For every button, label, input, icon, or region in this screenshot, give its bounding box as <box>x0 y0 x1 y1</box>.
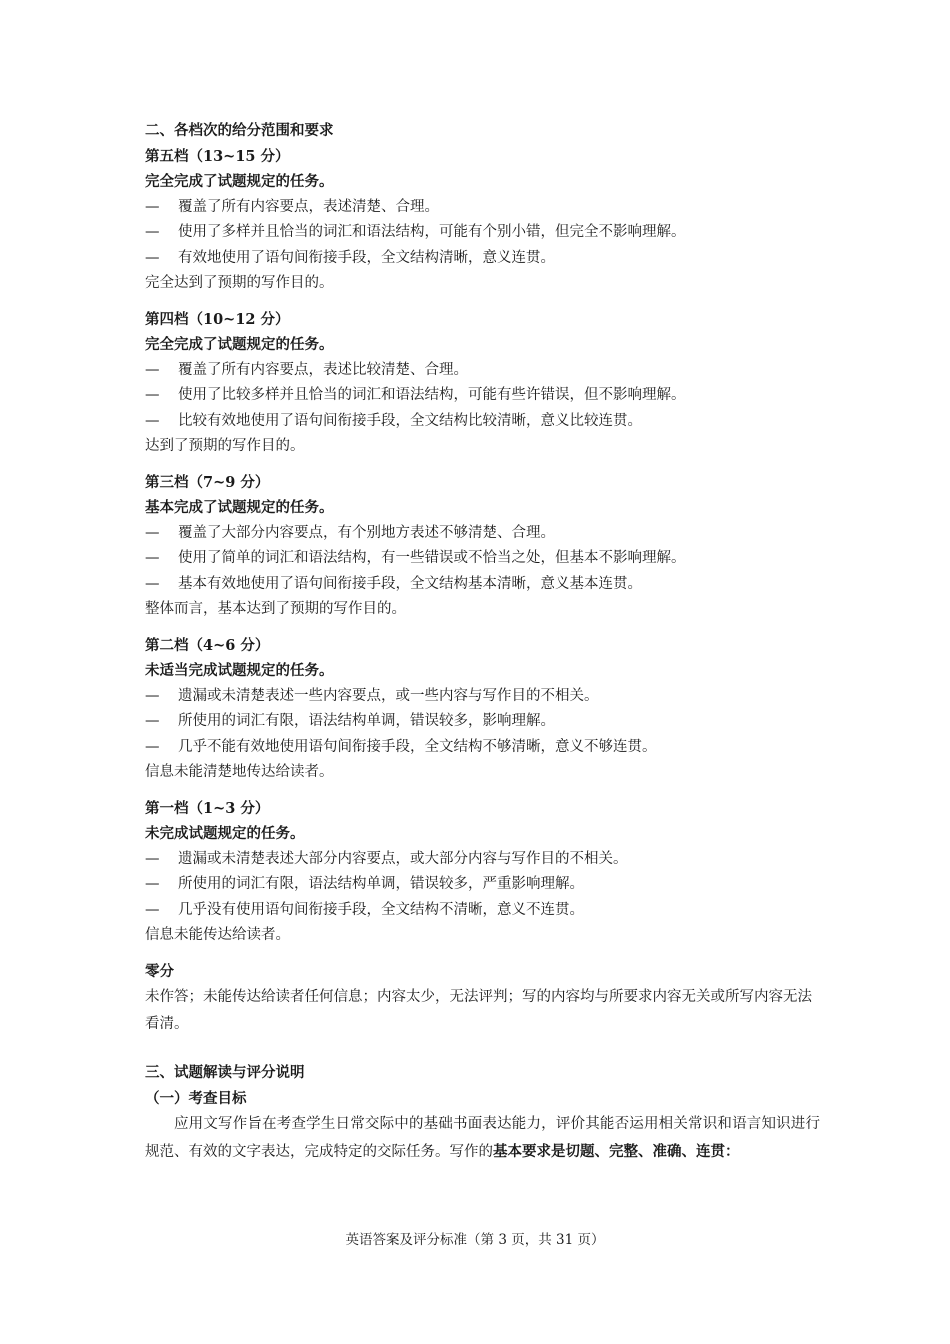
level-title: 第三档（7~9 分） <box>145 473 270 491</box>
criteria-item <box>145 546 820 572</box>
dash-marker: — <box>145 550 160 566</box>
dash-marker: — <box>145 901 160 918</box>
criteria-text: 覆盖了大部分内容要点，有个别地方表述不够清楚、合理。 <box>178 524 555 541</box>
level-conclusion: 达到了预期的写作目的。 <box>145 438 305 454</box>
level-summary: 未适当完成试题规定的任务。 <box>145 662 334 679</box>
criteria-item <box>145 898 820 924</box>
criteria-item <box>145 709 820 735</box>
level-summary: 未完成试题规定的任务。 <box>145 825 305 842</box>
dash-marker: — <box>145 198 160 215</box>
dash-marker: — <box>145 412 160 429</box>
criteria-item <box>145 735 820 761</box>
dash-marker: — <box>145 524 160 541</box>
criteria-text: 使用了多样并且恰当的词汇和语法结构，可能有个别小错，但完全不影响理解。 <box>178 224 686 240</box>
criteria-text: 基本有效地使用了语句间衔接手段，全文结构基本清晰，意义基本连贯。 <box>178 575 642 592</box>
criteria-item <box>145 358 820 384</box>
sub-heading: （一）考查目标 <box>145 1089 247 1107</box>
level-summary: 基本完成了试题规定的任务。 <box>145 499 334 516</box>
dash-marker: — <box>145 249 160 266</box>
criteria-text: 覆盖了所有内容要点，表述清楚、合理。 <box>178 198 439 215</box>
level-summary: 完全完成了试题规定的任务。 <box>145 336 334 353</box>
criteria-item <box>145 383 820 409</box>
criteria-text: 几乎没有使用语句间衔接手段，全文结构不清晰，意义不连贯。 <box>178 901 584 918</box>
score-level-block <box>145 796 820 959</box>
dash-marker: — <box>145 713 160 729</box>
page-footer: 英语答案及评分标准（第 3 页，共 31 页） <box>345 1232 605 1248</box>
section-heading: 三、试题解读与评分说明 <box>145 1064 305 1081</box>
criteria-item <box>145 847 820 873</box>
criteria-text: 比较有效地使用了语句间衔接手段，全文结构比较清晰，意义比较连贯。 <box>178 412 642 429</box>
dash-marker: — <box>145 224 160 240</box>
dash-marker: — <box>145 850 160 867</box>
criteria-text: 遗漏或未清楚表述大部分内容要点，或大部分内容与写作目的不相关。 <box>178 850 628 867</box>
level-conclusion: 信息未能传达给读者。 <box>145 927 290 943</box>
level-conclusion: 整体而言，基本达到了预期的写作目的。 <box>145 601 406 617</box>
zero-score-title: 零分 <box>145 962 174 980</box>
criteria-text: 所使用的词汇有限，语法结构单调，错误较多，严重影响理解。 <box>178 876 584 892</box>
score-level-block <box>145 470 820 633</box>
level-conclusion: 完全达到了预期的写作目的。 <box>145 275 334 291</box>
criteria-item <box>145 684 820 710</box>
score-level-block <box>145 633 820 796</box>
criteria-text: 使用了简单的词汇和语法结构，有一些错误或不恰当之处，但基本不影响理解。 <box>178 550 686 566</box>
dash-marker: — <box>145 738 160 755</box>
criteria-text: 覆盖了所有内容要点，表述比较清楚、合理。 <box>178 361 468 378</box>
dash-marker: — <box>145 687 160 704</box>
section-heading: 二、各档次的给分范围和要求 <box>145 122 334 139</box>
criteria-text: 几乎不能有效地使用语句间衔接手段，全文结构不够清晰，意义不够连贯。 <box>178 738 657 755</box>
level-title: 第五档（13~15 分） <box>145 147 290 165</box>
criteria-text: 所使用的词汇有限，语法结构单调，错误较多，影响理解。 <box>178 713 555 729</box>
level-summary: 完全完成了试题规定的任务。 <box>145 173 334 190</box>
document-body <box>145 118 820 1166</box>
level-title: 第四档（10~12 分） <box>145 310 290 328</box>
criteria-item <box>145 521 820 547</box>
paragraph-text: 应用文写作旨在考查学生日常交际中的基础书面表达能力，评价其能否运用相关常识和语言知识进行规范、有效的文字表达，完成特定的交际任务。写作的 <box>145 1116 820 1160</box>
level-title: 第二档（4~6 分） <box>145 636 270 654</box>
level-title: 第一档（1~3 分） <box>145 799 270 817</box>
paragraph-bold-text: 基本要求是切题、完整、准确、连贯： <box>493 1143 740 1160</box>
dash-marker: — <box>145 876 160 892</box>
dash-marker: — <box>145 387 160 403</box>
score-level-block <box>145 307 820 470</box>
criteria-item <box>145 246 820 272</box>
criteria-text: 使用了比较多样并且恰当的词汇和语法结构，可能有些许错误，但不影响理解。 <box>178 387 686 403</box>
criteria-text: 有效地使用了语句间衔接手段，全文结构清晰，意义连贯。 <box>178 249 555 266</box>
level-conclusion: 信息未能清楚地传达给读者。 <box>145 764 334 780</box>
criteria-item <box>145 872 820 898</box>
score-level-block <box>145 144 820 307</box>
criteria-item <box>145 572 820 598</box>
criteria-item <box>145 220 820 246</box>
objective-paragraph <box>145 1111 820 1166</box>
dash-marker: — <box>145 361 160 378</box>
score-levels <box>145 144 820 959</box>
criteria-text: 遗漏或未清楚表述一些内容要点，或一些内容与写作目的不相关。 <box>178 687 599 704</box>
zero-score-text: 未作答；未能传达给读者任何信息；内容太少，无法评判；写的内容均与所要求内容无关或所写内容无法看清。 <box>145 989 812 1032</box>
criteria-item <box>145 195 820 221</box>
criteria-item <box>145 409 820 435</box>
dash-marker: — <box>145 575 160 592</box>
